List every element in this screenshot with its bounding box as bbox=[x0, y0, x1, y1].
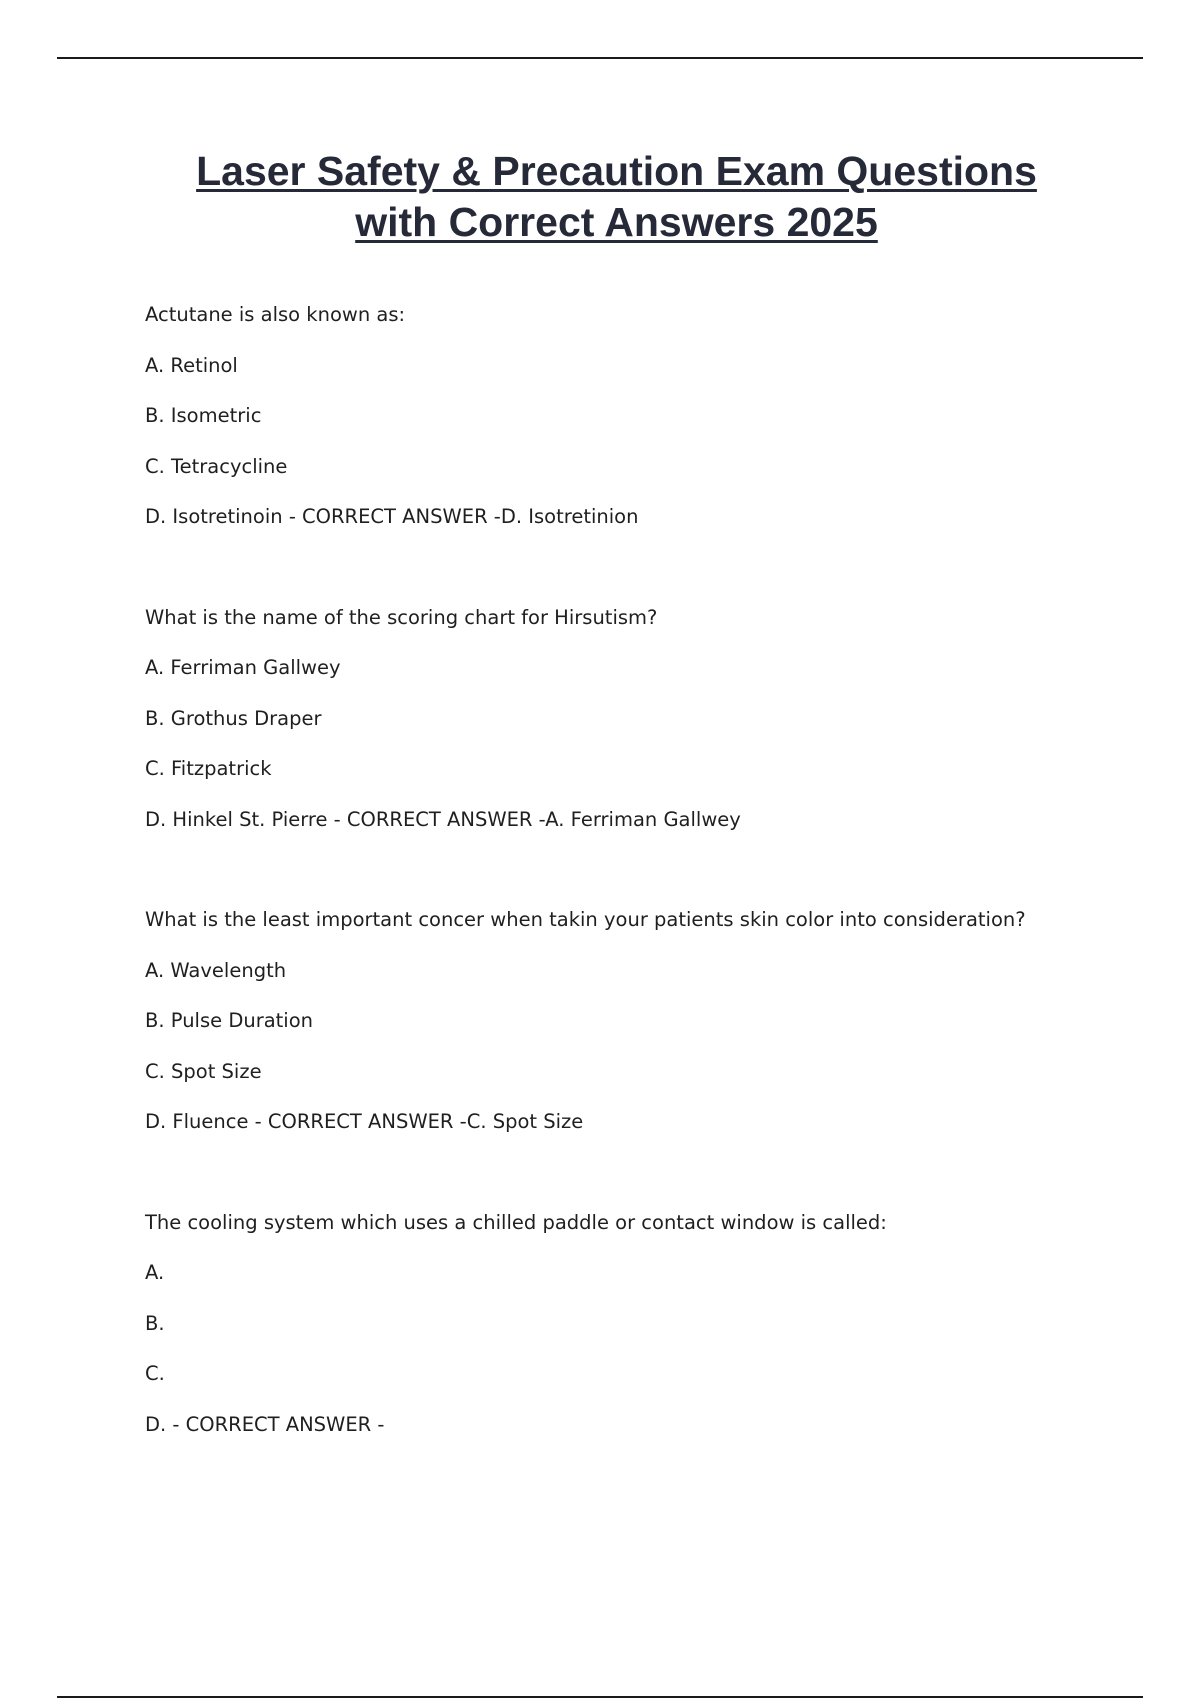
answer-option-with-correct-answer: D. - CORRECT ANSWER - bbox=[145, 1412, 385, 1436]
question-1 bbox=[145, 300, 1105, 553]
answer-option: C. Tetracycline bbox=[145, 454, 288, 478]
question-3 bbox=[145, 905, 1105, 1158]
answer-option: A. Retinol bbox=[145, 353, 238, 377]
answer-option: C. Spot Size bbox=[145, 1059, 262, 1083]
answer-option: B. bbox=[145, 1311, 165, 1335]
question-prompt: What is the name of the scoring chart for Hirsutism? bbox=[145, 605, 658, 629]
answer-option: A. bbox=[145, 1261, 165, 1284]
answer-option-with-correct-answer: D. Fluence - CORRECT ANSWER -C. Spot Size bbox=[145, 1110, 584, 1133]
answer-option-with-correct-answer: D. Isotretinoin - CORRECT ANSWER -D. Isotretinion bbox=[145, 505, 639, 528]
question-4 bbox=[145, 1208, 1105, 1461]
answer-option: A. Wavelength bbox=[145, 958, 287, 982]
title-line-1: Laser Safety & Precaution Exam Questions bbox=[196, 148, 1037, 194]
answer-option: B. Pulse Duration bbox=[145, 1009, 314, 1032]
answer-option-with-correct-answer: D. Hinkel St. Pierre - CORRECT ANSWER -A. Ferriman Gallwey bbox=[145, 807, 741, 831]
answer-option: A. Ferriman Gallwey bbox=[145, 656, 341, 679]
header-rule bbox=[57, 57, 1143, 59]
question-prompt: What is the least important concer when takin your patients skin color into consideration? bbox=[145, 908, 1026, 931]
question-2 bbox=[145, 603, 1105, 856]
footer-rule bbox=[57, 1696, 1143, 1698]
question-prompt: The cooling system which uses a chilled paddle or contact window is called: bbox=[145, 1210, 887, 1234]
question-list bbox=[145, 300, 1105, 1510]
answer-option: C. bbox=[145, 1362, 165, 1385]
title-line-2: with Correct Answers 2025 bbox=[355, 199, 878, 245]
question-prompt: Actutane is also known as: bbox=[145, 303, 406, 326]
answer-option: B. Isometric bbox=[145, 404, 262, 427]
answer-option: C. Fitzpatrick bbox=[145, 757, 272, 780]
answer-option: B. Grothus Draper bbox=[145, 706, 322, 730]
document-title bbox=[0, 146, 1200, 248]
